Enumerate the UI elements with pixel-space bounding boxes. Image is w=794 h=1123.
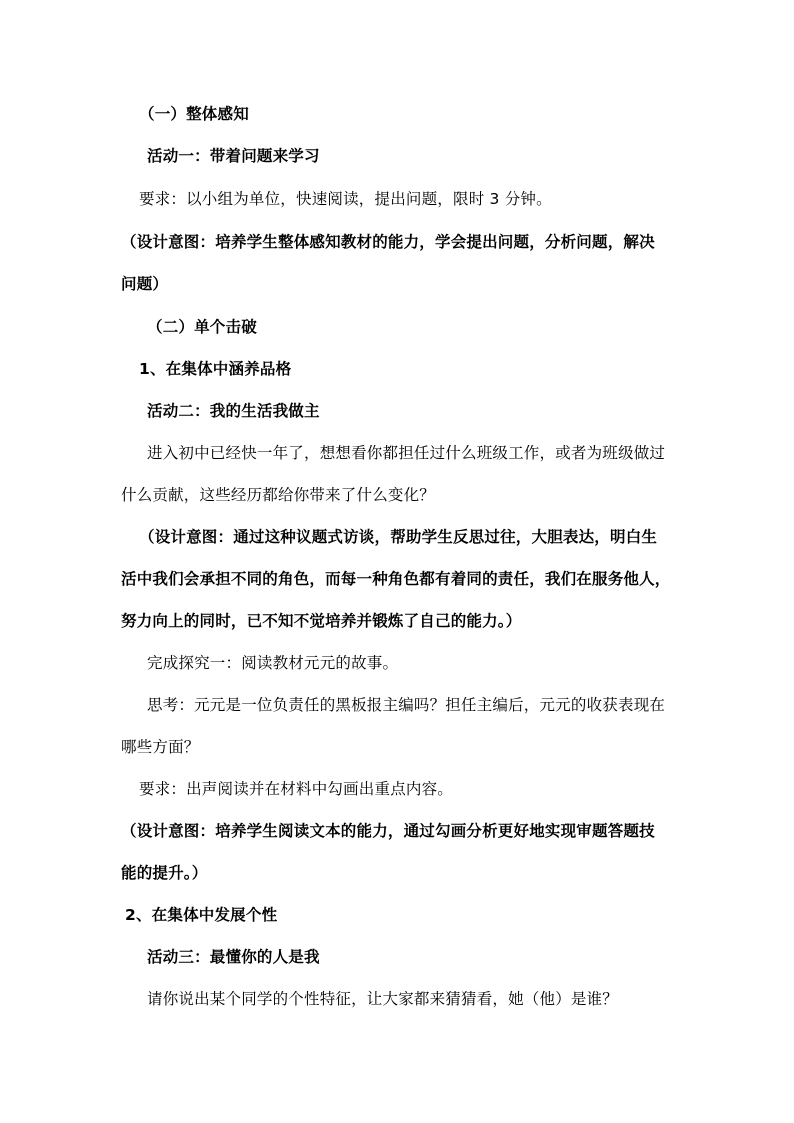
- design-intent-one-line-2: 问题）: [121, 275, 169, 293]
- requirement-one: 要求：以小组为单位，快速阅读，提出问题，限时 3 分钟。: [139, 190, 552, 208]
- design-intent-two-line-1: （设计意图：通过这种议题式访谈，帮助学生反思过往，大胆表达，明白生: [139, 528, 658, 546]
- thinking-question-line-1: 思考：元元是一位负责任的黑板报主编吗？担任主编后，元元的收获表现在: [147, 696, 666, 714]
- subsection-heading-character: 1、在集体中涵养品格: [139, 360, 292, 378]
- design-intent-two-line-3: 努力向上的同时，已不知不觉培养并锻炼了自己的能力。）: [121, 612, 522, 630]
- requirement-two: 要求：出声阅读并在材料中勾画出重点内容。: [139, 780, 454, 798]
- design-intent-one-line-1: （设计意图：培养学生整体感知教材的能力，学会提出问题，分析问题，解决: [121, 233, 655, 251]
- design-intent-three-line-1: （设计意图：培养学生阅读文本的能力，通过勾画分析更好地实现审题答题技: [121, 822, 655, 840]
- thinking-question-line-2: 哪些方面？: [121, 738, 200, 756]
- section-heading-overall-perception: （一）整体感知: [139, 105, 249, 123]
- activity-two-prompt-line-2: 什么贡献，这些经历都给你带来了什么变化？: [121, 486, 436, 504]
- design-intent-two-line-2: 活中我们会承担不同的角色，而每一种角色都有着同的责任，我们在服务他人，: [121, 570, 671, 588]
- activity-two-title: 活动二：我的生活我做主: [147, 402, 320, 420]
- section-heading-individual-breakthrough: （二）单个击破: [147, 318, 257, 336]
- activity-one-title: 活动一：带着问题来学习: [147, 147, 320, 165]
- activity-three-title: 活动三：最懂你的人是我: [147, 948, 320, 966]
- exploration-one: 完成探究一：阅读教材元元的故事。: [147, 654, 399, 672]
- subsection-heading-personality: 2、在集体中发展个性: [125, 906, 278, 924]
- activity-two-prompt-line-1: 进入初中已经快一年了，想想看你都担任过什么班级工作，或者为班级做过: [147, 444, 666, 462]
- design-intent-three-line-2: 能的提升。）: [121, 864, 208, 882]
- activity-three-prompt: 请你说出某个同学的个性特征，让大家都来猜猜看，她（他）是谁？: [147, 990, 619, 1008]
